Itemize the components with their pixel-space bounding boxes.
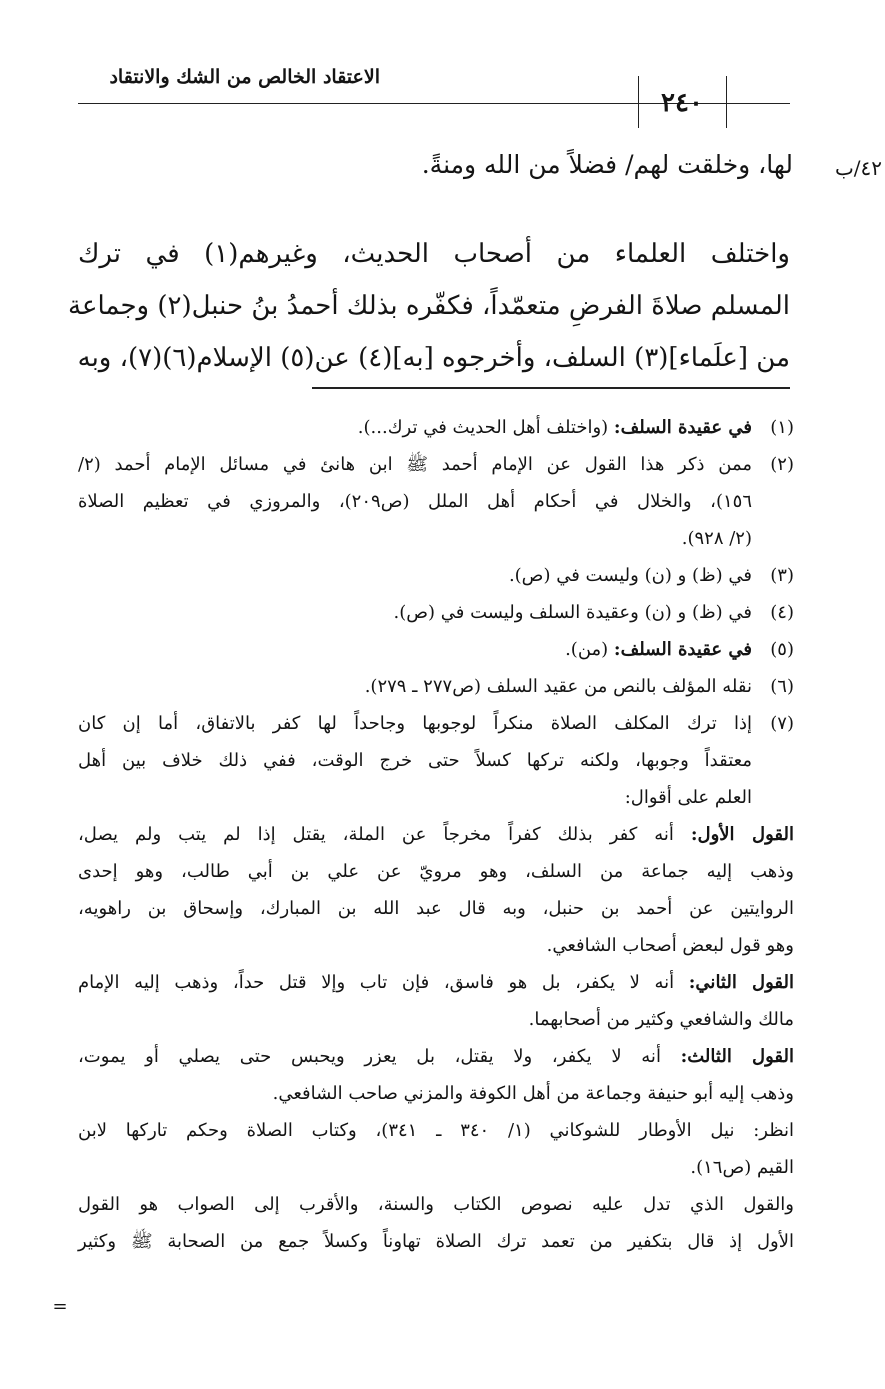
footnote-lead: في عقيدة السلف:	[613, 639, 752, 660]
footnote-text: أنه لا يكفر، بل هو فاسق، فإن تاب وإلا قتل حداً، وذهب إليه الإمام	[78, 972, 689, 993]
main-line: المسلم صلاةَ الفرضِ متعمّداً، فكفّره بذلك أحمدُ بنُ حنبل(٢) وجماعة	[68, 291, 790, 321]
footnotes	[78, 409, 794, 1260]
footnote-line	[78, 964, 794, 1001]
footnote-text: (من).	[565, 639, 614, 660]
footnote-paragraph	[78, 816, 794, 964]
footnote	[78, 409, 794, 446]
header-divider-left	[638, 76, 639, 128]
footnote-number: (٢)	[770, 454, 794, 475]
opinion-heading: القول الثالث:	[680, 1046, 794, 1067]
footnote-lead: في عقيدة السلف:	[613, 417, 752, 438]
footnote-paragraph	[78, 1038, 794, 1112]
footnote-paragraph	[78, 1186, 794, 1260]
opinion-heading: القول الأول:	[690, 824, 795, 845]
main-paragraph	[68, 228, 790, 384]
continuation-mark: =	[52, 1296, 68, 1317]
footnote-number: (٤)	[770, 602, 794, 623]
footnote-line: ممن ذكر هذا القول عن الإمام أحمد ﷺ ابن هانئ في مسائل الإمام أحمد (٢/	[78, 454, 752, 475]
footnote-number: (٣)	[770, 565, 794, 586]
footnote-number: (٧)	[770, 713, 794, 734]
margin-folio-note: ٤٢/ب	[834, 156, 882, 180]
footnote-line: وهو قول لبعض أصحاب الشافعي.	[546, 935, 794, 956]
footnote	[78, 594, 794, 631]
footnote-text: (واختلف أهل الحديث في ترك...).	[357, 417, 614, 438]
header-divider-right	[726, 76, 727, 128]
footnote-paragraph	[78, 1112, 794, 1186]
footnote-line	[78, 409, 752, 446]
footnote-text: أنه لا يكفر، ولا يقتل، بل يعزر ويحبس حتى يصلي أو يموت،	[78, 1046, 681, 1067]
footnote-line: نقله المؤلف بالنص من عقيد السلف (ص٢٧٧ ـ ٢٧٩).	[364, 676, 752, 697]
footnote-line: والقول الذي تدل عليه نصوص الكتاب والسنة، والأقرب إلى الصواب هو القول	[78, 1194, 794, 1215]
footnote-line: انظر: نيل الأوطار للشوكاني (١/ ٣٤٠ ـ ٣٤١)، وكتاب الصلاة وحكم تاركها لابن	[78, 1120, 794, 1141]
footnote-line: الروايتين عن أحمد بن حنبل، وبه قال عبد الله بن المبارك، وإسحاق بن راهويه،	[78, 898, 794, 919]
footnote-line	[78, 1038, 794, 1075]
footnote-number: (٥)	[770, 639, 794, 660]
running-title: الاعتقاد الخالص من الشك والانتقاد	[109, 66, 380, 88]
footnote	[78, 705, 794, 816]
footnote-line: في (ظ) و (ن) وعقيدة السلف وليست في (ص).	[393, 602, 752, 623]
footnote-line: إذا ترك المكلف الصلاة منكراً لوجوبها وجاحداً لها كفر بالاتفاق، أما إن كان	[78, 713, 752, 734]
footnote-line: وذهب إليه جماعة من السلف، وهو مرويّ عن علي بن أبي طالب، وهو إحدى	[78, 861, 794, 882]
footnote-line: القيم (ص١٦).	[690, 1157, 794, 1178]
main-line: واختلف العلماء من أصحاب الحديث، وغيرهم(١) في ترك	[78, 239, 790, 269]
footnote	[78, 557, 794, 594]
footnote	[78, 668, 794, 705]
footnote-line: العلم على أقوال:	[624, 787, 752, 808]
footnote-line: معتقداً وجوبها، ولكنه تركها كسلاً حتى خرج الوقت، ففي ذلك خلاف بين أهل	[78, 750, 752, 771]
footnote-line: في (ظ) و (ن) وليست في (ص).	[508, 565, 752, 586]
footnote-line: (٢/ ٩٢٨).	[681, 528, 752, 549]
footnote	[78, 631, 794, 668]
footnote-line: ١٥٦)، والخلال في أحكام أهل الملل (ص٢٠٩)، والمروزي في تعظيم الصلاة	[78, 491, 752, 512]
footnote-line	[78, 631, 752, 668]
footnote-line	[78, 816, 794, 853]
body-first-line: لها، وخلقت لهم/ فضلاً من الله ومنةً.	[421, 150, 793, 179]
page-number: ٢٤٠	[661, 88, 703, 118]
footnote-number: (٦)	[770, 676, 794, 697]
footnote-line: الأول إذ قال بتكفير من تعمد ترك الصلاة تهاوناً وكسلاً جمع من الصحابة ﷺ وكثير	[78, 1231, 794, 1252]
footnote	[78, 446, 794, 557]
footnote-line: مالك والشافعي وكثير من أصحابهما.	[528, 1009, 794, 1030]
footnote-paragraph	[78, 964, 794, 1038]
footnote-text: أنه كفر بذلك كفراً مخرجاً عن الملة، يقتل إذا لم يتب ولم يصل،	[78, 824, 691, 845]
opinion-heading: القول الثاني:	[688, 972, 794, 993]
footnote-number: (١)	[770, 417, 794, 438]
main-line: من [علَماء](٣) السلف، وأخرجوه [به](٤) عن(٥) الإسلام(٦)(٧)، وبه	[77, 343, 790, 373]
footnote-line: وذهب إليه أبو حنيفة وجماعة من أهل الكوفة والمزني صاحب الشافعي.	[272, 1083, 794, 1104]
footnote-separator	[312, 387, 790, 389]
